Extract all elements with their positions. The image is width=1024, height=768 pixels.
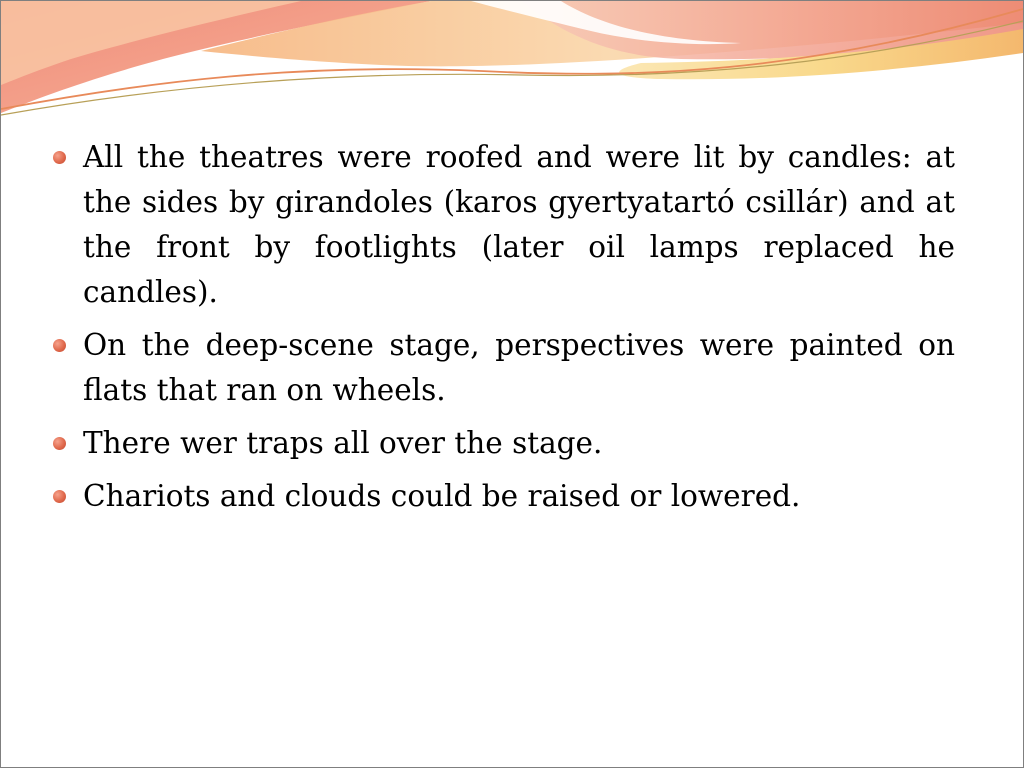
bullet-item xyxy=(49,323,955,413)
bullet-text: There wer traps all over the stage. xyxy=(83,426,603,460)
header-swoosh-decoration xyxy=(1,1,1023,131)
bullet-item xyxy=(49,474,955,519)
bullet-icon xyxy=(53,437,66,450)
bullet-icon xyxy=(53,339,66,352)
bullet-icon xyxy=(53,490,66,503)
bullet-text: All the theatres were roofed and were lit by candles: at the sides by girandoles (karos gyertyatartó csillár) and at the front by footlights (later oil lamps replaced he candles). xyxy=(83,140,955,309)
bullet-text: Chariots and clouds could be raised or lowered. xyxy=(83,479,801,513)
bullet-item xyxy=(49,135,955,315)
bullet-text: On the deep-scene stage, perspectives were painted on flats that ran on wheels. xyxy=(83,328,955,407)
bullet-item xyxy=(49,421,955,466)
bullet-icon xyxy=(53,151,66,164)
bullet-list xyxy=(49,135,955,527)
